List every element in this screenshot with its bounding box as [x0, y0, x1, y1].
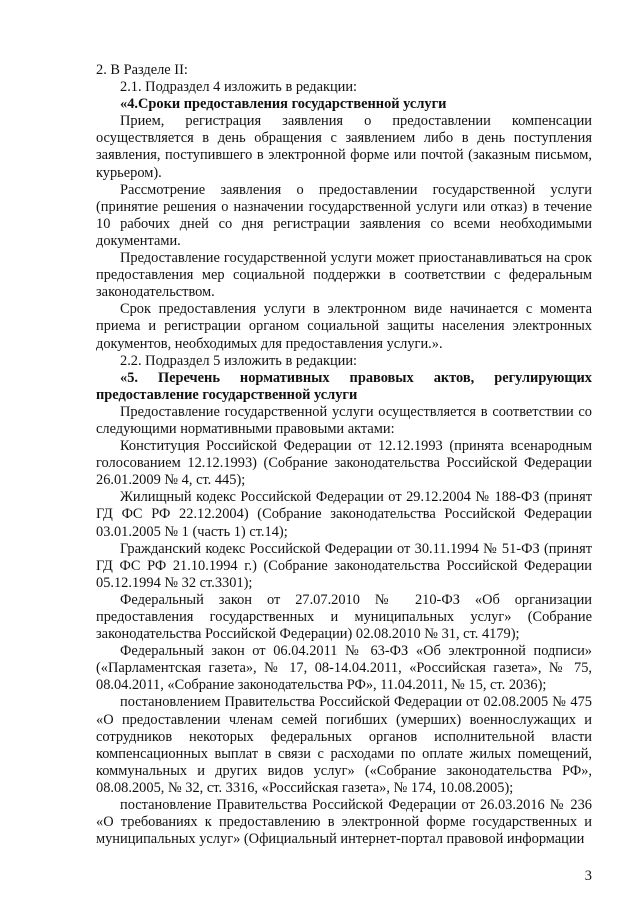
subsection-item-2-2: 2.2. Подраздел 5 изложить в редакции: [120, 352, 358, 369]
section-item-2: 2. В Разделе II: [96, 62, 188, 78]
paragraph-housing-code: Жилищный кодекс Российской Федерации от 29.12.2004 № 188-ФЗ (принят ГД ФС РФ 22.12.2004) (Собрание законодательства Российской Федерации 03.01.2005 № 1 (часть 1) ст.14); [96, 489, 592, 540]
page-number: 3 [584, 868, 592, 884]
paragraph-law-210: Федеральный закон от 27.07.2010 № 210-ФЗ «Об организации предоставления государственных и муниципальных услуг» (Собрание законодательства Российской Федерации) 02.08.2010 № 31, ст. 4179); [96, 591, 592, 643]
paragraph-reception: Прием, регистрация заявления о предоставлении компенсации осуществляется в день обращения с заявлением либо в день поступления заявления, поступившего в электронной форме или почтой (заказным письмом, курьером). [96, 113, 592, 181]
paragraph-law-63: Федеральный закон от 06.04.2011 № 63-ФЗ «Об электронной подписи» («Парламентская газета», № 17, 08-14.04.2011, «Российская газета», № 75, 08.04.2011, «Собрание законодательства РФ», 11.04.2011, № 15, ст. 2036); [96, 643, 592, 694]
paragraph-resolution-475: постановлением Правительства Российской Федерации от 02.08.2005 № 475 «О предоставлении членам семей погибших (умерших) военнослужащих и сотрудников некоторых федеральных органов исполнительной власти компенсационных выплат в связи с расходами по оплате жилых помещений, коммунальных и других видов услуг» («Собрание законодательства РФ», 08.08.2005, № 32, ст. 3316, «Российская газета», № 174, 10.08.2005); [96, 694, 592, 796]
subsection-item-2-1: 2.1. Подраздел 4 изложить в редакции: [120, 79, 358, 96]
document-body [96, 62, 592, 848]
paragraph-review: Рассмотрение заявления о предоставлении государственной услуги (принятие решения о назначении государственной услуги или отказ) в течение 10 рабочих дней со дня регистрации заявления со всеми необходимыми документами. [96, 181, 592, 249]
paragraph-electronic-term: Срок предоставления услуги в электронном виде начинается с момента приема и регистрации органом социальной защиты населения электронных документов, необходимых для предоставления услуги.». [96, 301, 592, 352]
paragraph-legal-acts-intro: Предоставление государственной услуги осуществляется в соответствии со следующими нормативными правовыми актами: [96, 403, 592, 437]
paragraph-civil-code: Гражданский кодекс Российской Федерации от 30.11.1994 № 51-ФЗ (принят ГД ФС РФ 21.10.1994 г.) (Собрание законодательства Российской Федерации 05.12.1994 № 32 ст.3301); [96, 540, 592, 591]
subsection-heading-4: «4.Сроки предоставления государственной услуги [120, 96, 447, 113]
paragraph-constitution: Конституция Российской Федерации от 12.12.1993 (принята всенародным голосованием 12.12.1993) (Собрание законодательства Российской Федерации 26.01.2009 № 4, ст. 445); [96, 438, 592, 489]
subsection-heading-5: «5. Перечень нормативных правовых актов, регулирующих предоставление государственной услуги [96, 369, 592, 403]
paragraph-suspension: Предоставление государственной услуги может приостанавливаться на срок предоставления мер социальной поддержки в соответствии с федеральным законодательством. [96, 250, 592, 301]
paragraph-resolution-236: постановление Правительства Российской Федерации от 26.03.2016 № 236 «О требованиях к предоставлению в электронной форме государственных и муниципальных услуг» (Официальный интернет-портал правовой информации [96, 797, 592, 848]
